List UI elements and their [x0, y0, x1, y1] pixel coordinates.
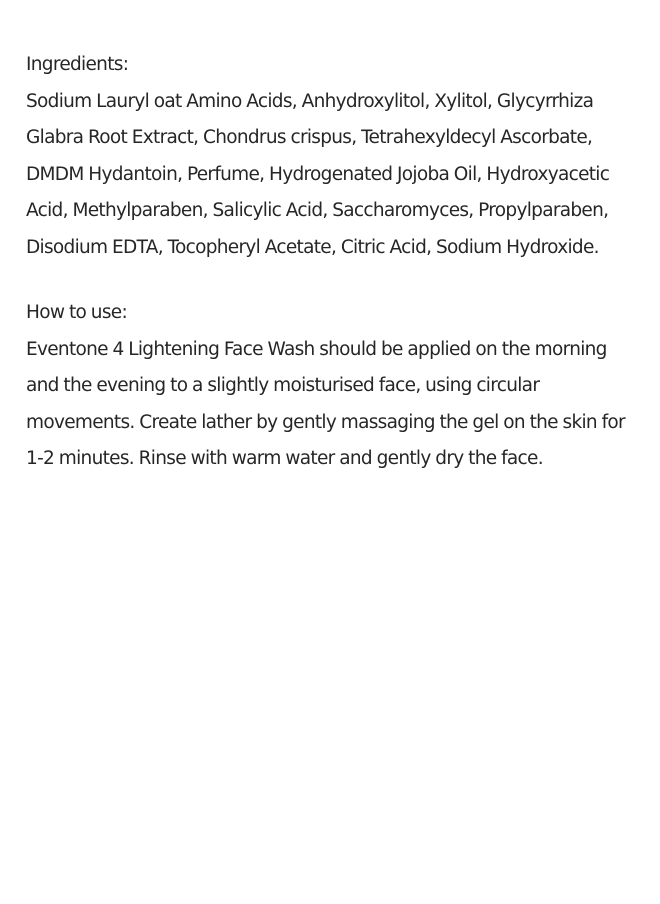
ingredients-line: Disodium EDTA, Tocopheryl Acetate, Citric Acid, Sodium Hydroxide. [26, 236, 599, 258]
how-to-use-line: movements. Create lather by gently massaging the gel on the skin for [26, 411, 625, 433]
how-to-use-line: Eventone 4 Lightening Face Wash should be applied on the morning [26, 338, 607, 360]
ingredients-heading: Ingredients: [26, 54, 129, 75]
how-to-use-line: 1-2 minutes. Rinse with warm water and gently dry the face. [26, 448, 543, 469]
ingredients-line: DMDM Hydantoin, Perfume, Hydrogenated Jojoba Oil, Hydroxyacetic [26, 163, 610, 185]
ingredients-line: Sodium Lauryl oat Amino Acids, Anhydroxylitol, Xylitol, Glycyrrhiza [26, 90, 594, 112]
product-description [26, 47, 646, 478]
how-to-use-section [26, 295, 646, 478]
how-to-use-heading: How to use: [26, 302, 127, 323]
ingredients-section [26, 47, 646, 266]
how-to-use-line: and the evening to a slightly moisturised face, using circular [26, 375, 540, 396]
ingredients-line: Acid, Methylparaben, Salicylic Acid, Saccharomyces, Propylparaben, [26, 200, 609, 221]
ingredients-line: Glabra Root Extract, Chondrus crispus, Tetrahexyldecyl Ascorbate, [26, 127, 593, 148]
section-spacer [26, 266, 646, 295]
